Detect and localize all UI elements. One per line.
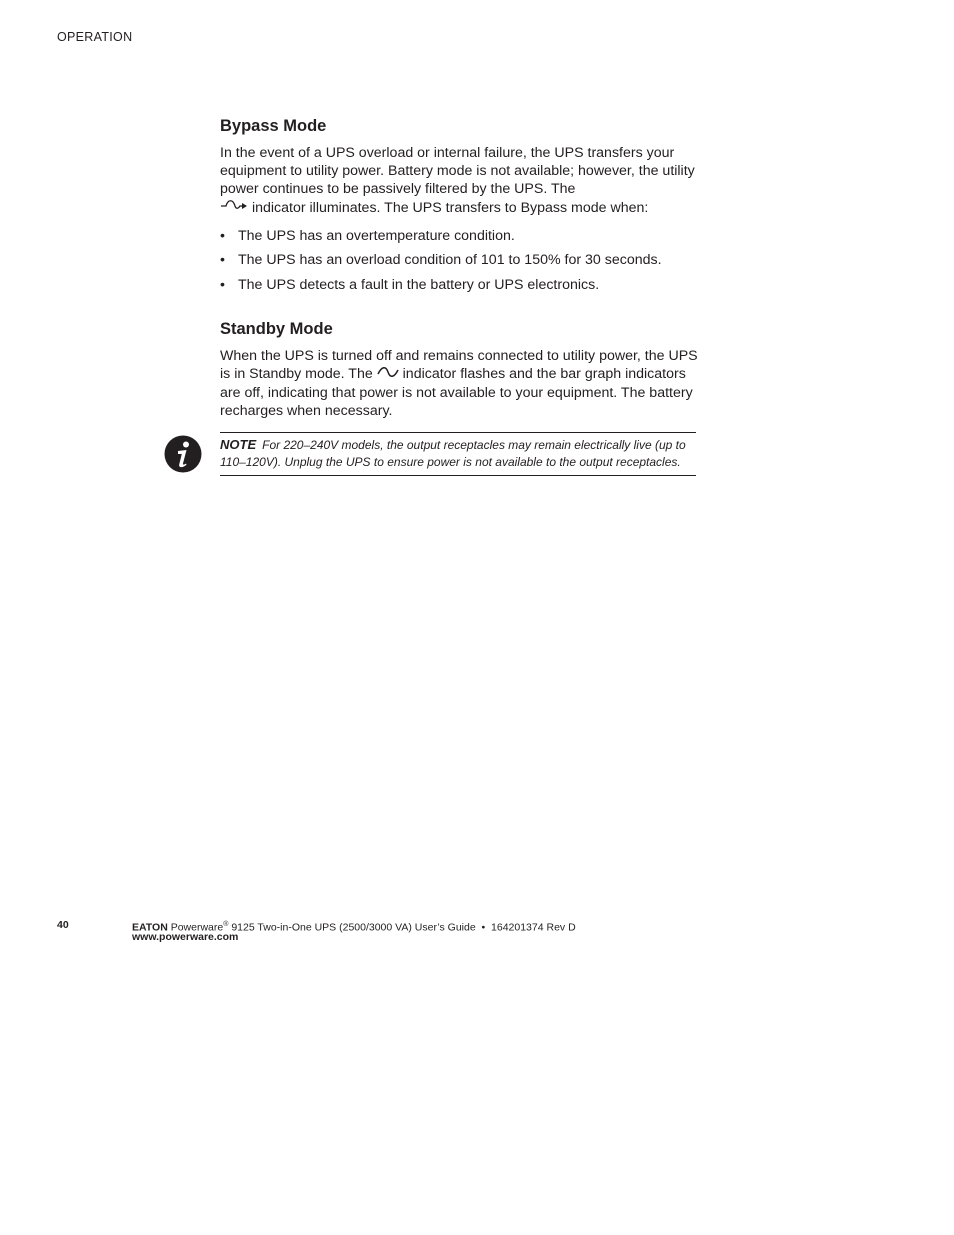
running-header-section: OPERATION	[57, 30, 133, 44]
standby-paragraph-text-2: indicator flashes and the bar graph indicators are off, indicating that power is not available to your equipment. The battery recharges when necessary.	[220, 366, 693, 419]
bypass-mode-paragraph	[220, 144, 700, 217]
list-item: • The UPS has an overload condition of 101 to 150% for 30 seconds.	[220, 252, 662, 269]
note-text: For 220–240V models, the output receptacles may remain electrically live (up to 110–120V). Unplug the UPS to ensure power is not available to the output receptacles.	[220, 438, 686, 469]
list-item: • The UPS detects a fault in the battery or UPS electronics.	[220, 276, 600, 293]
bypass-conditions-list	[220, 227, 700, 294]
standby-paragraph-text-1: When the UPS is turned off and remains connected to utility power, the UPS is in Standby mode. The	[220, 347, 698, 383]
list-item: • The UPS has an overtemperature condition.	[220, 227, 515, 244]
footer-guide-title: 9125 Two-in-One UPS (2500/3000 VA) User’s Guide • 164201374 Rev D	[228, 921, 576, 934]
bypass-paragraph-text-1: In the event of a UPS overload or internal failure, the UPS transfers your equipment to utility power. Battery mode is not available; however, the utility power continues to be passively filtered by the UPS. The	[220, 145, 695, 198]
standby-mode-heading: Standby Mode	[220, 319, 333, 338]
info-icon	[164, 435, 202, 473]
footer-url: www.powerware.com	[132, 931, 239, 943]
bypass-paragraph-text-2: indicator illuminates. The UPS transfers to Bypass mode when:	[251, 199, 649, 216]
note-callout	[220, 432, 696, 476]
bypass-arrow-icon	[220, 199, 248, 217]
bypass-mode-heading: Bypass Mode	[220, 117, 327, 135]
sine-wave-icon	[377, 365, 399, 383]
page-number: 40	[57, 919, 69, 931]
standby-mode-paragraph	[220, 347, 700, 420]
note-label: NOTE	[220, 437, 257, 452]
registered-mark: ®	[223, 921, 229, 928]
main-content	[220, 114, 700, 420]
footer-brand: EATON	[132, 921, 168, 934]
footer-product: Powerware	[170, 921, 224, 934]
